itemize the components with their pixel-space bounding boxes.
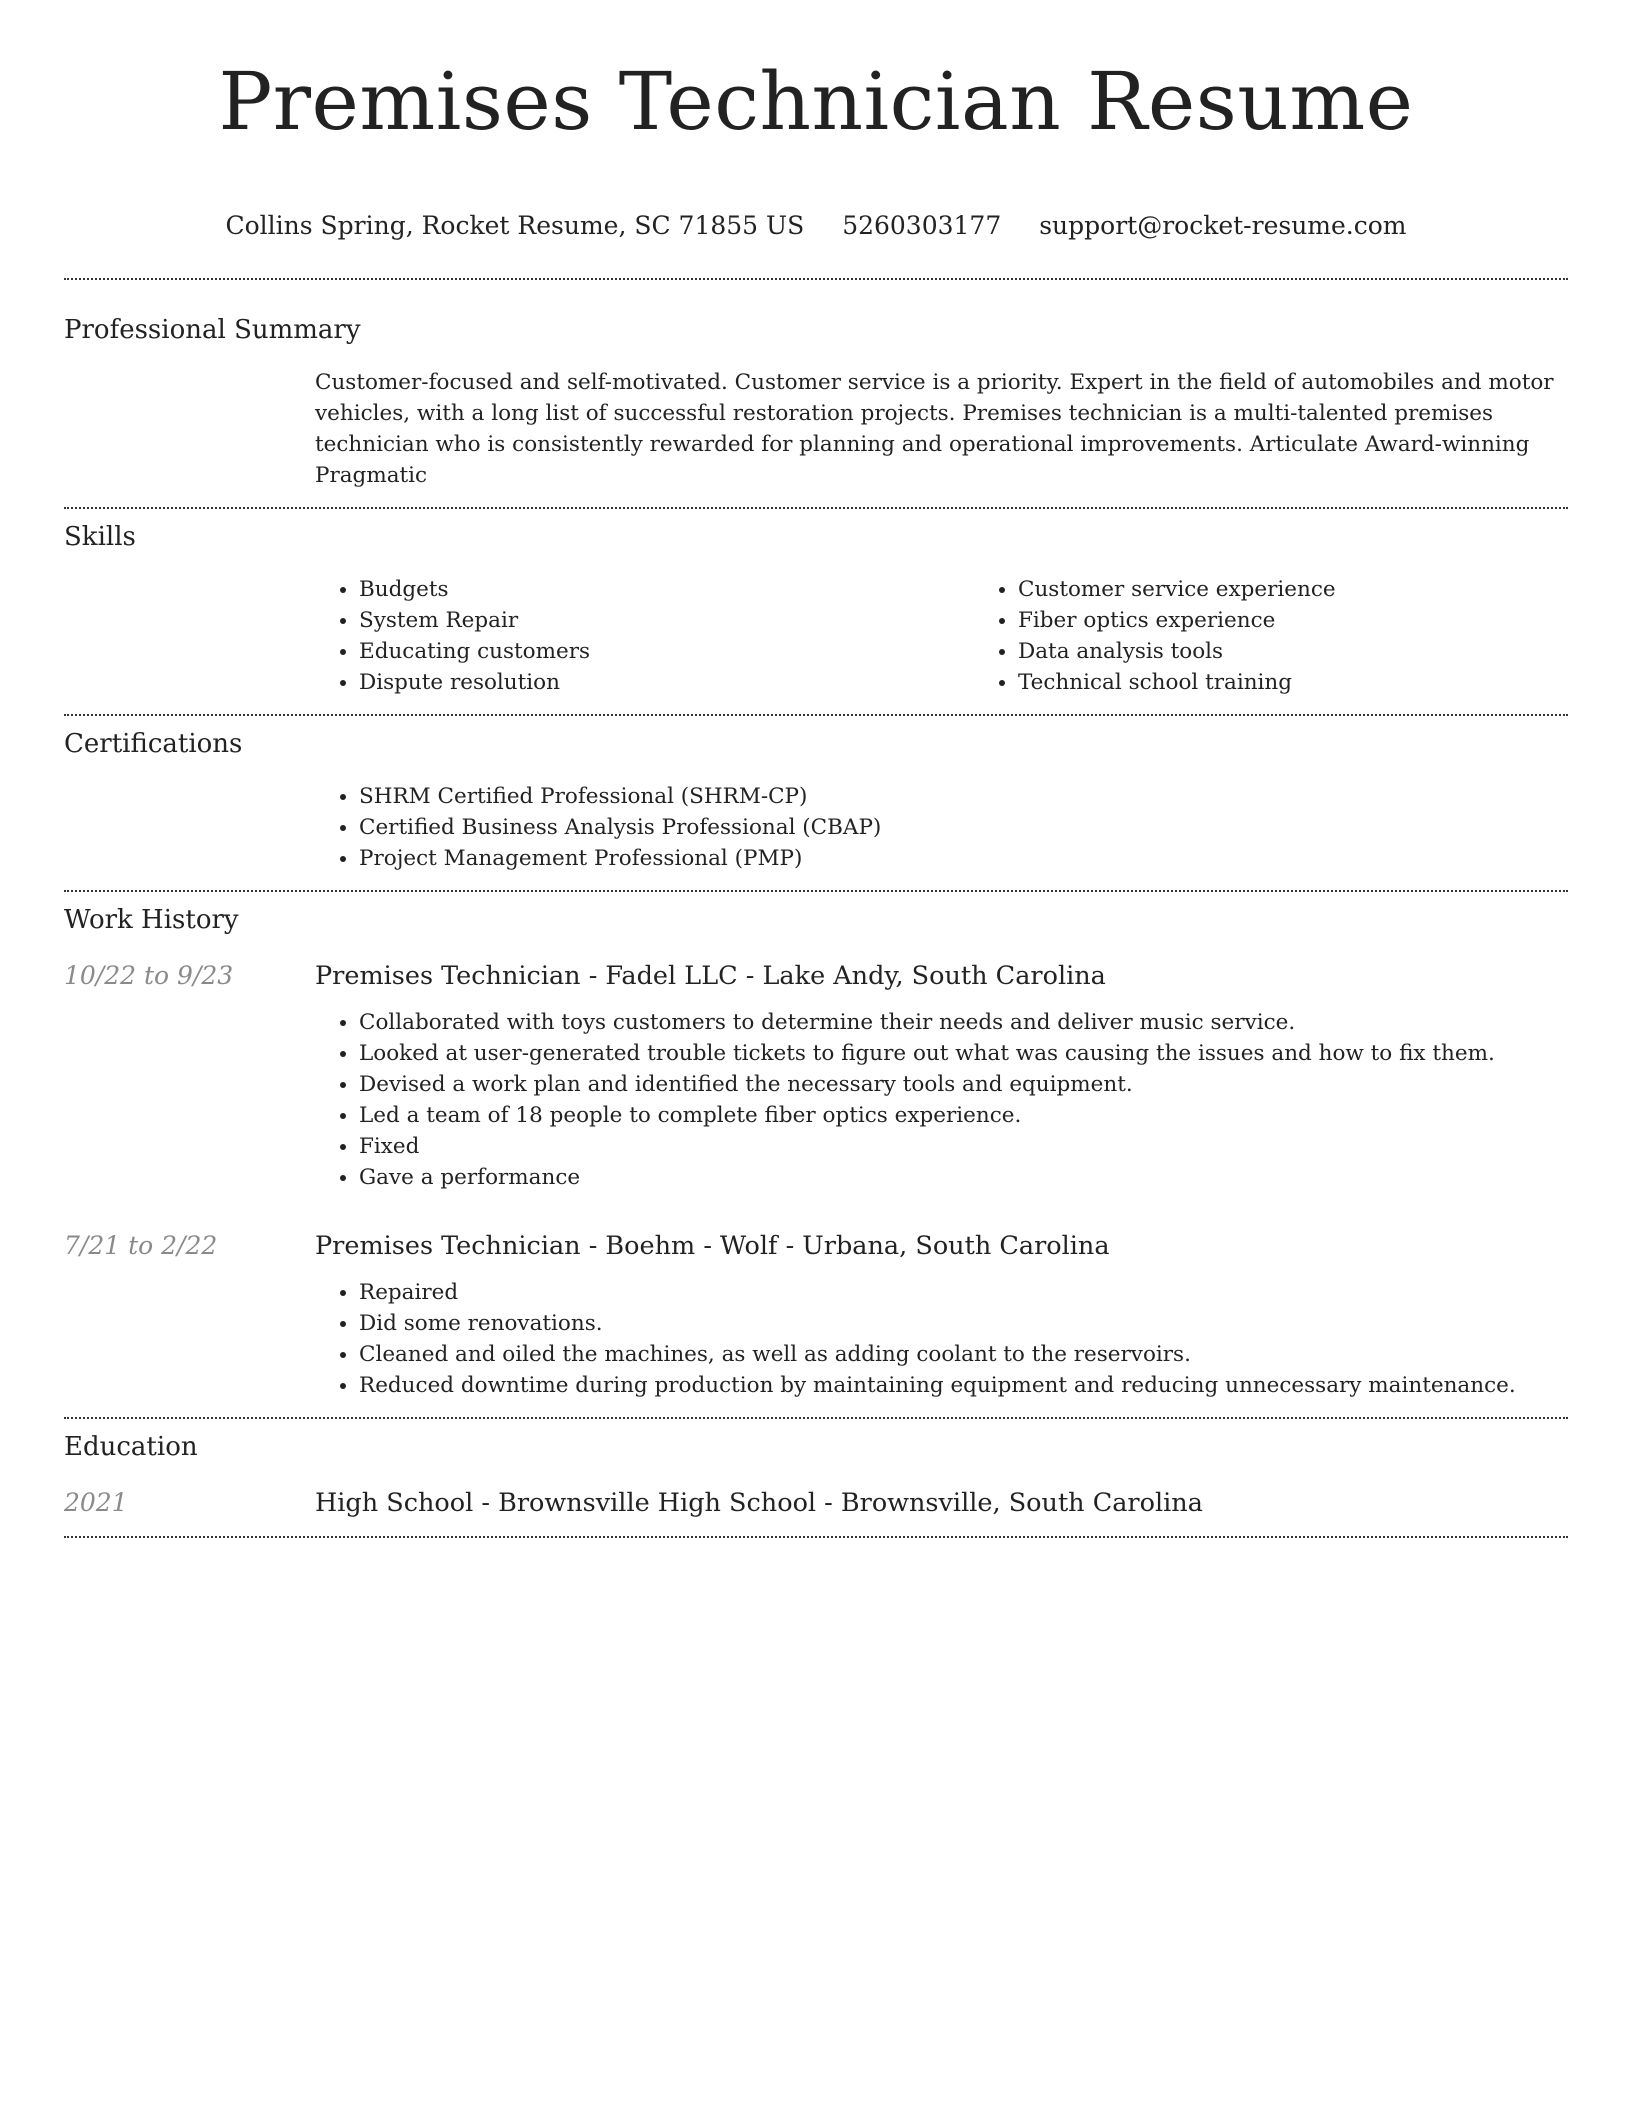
job-title	[315, 1229, 1568, 1263]
education-degree: High School	[315, 1488, 474, 1518]
education-year: 2021	[64, 1488, 128, 1517]
contact-email: support@rocket-resume.com	[1039, 211, 1407, 240]
section-heading-certifications: Certifications	[64, 729, 243, 759]
job-bullet: • Led a team of 18 people to complete fiber optics experience.	[359, 1100, 1568, 1131]
education-school-location: - Brownsville High School - Brownsville, South Carolina	[473, 1488, 1203, 1518]
divider	[64, 1536, 1568, 1538]
job-bullet: • Fixed	[359, 1131, 1568, 1162]
job-employer-location: - Boehm - Wolf - Urbana, South Carolina	[580, 1231, 1110, 1261]
education-title	[315, 1486, 1568, 1520]
section-heading-summary: Professional Summary	[64, 315, 361, 345]
certification-item: • Certified Business Analysis Professional (CBAP)	[359, 812, 1568, 843]
job-entry	[64, 1229, 1568, 1401]
job-role: Premises Technician	[315, 961, 581, 991]
job-dates: 7/21 to 2/22	[64, 1231, 218, 1260]
summary-text: Customer-focused and self-motivated. Customer service is a priority. Expert in the field of automobiles and motor vehicles, with a long list of successful restoration projects. Premises technician is a multi-talented premises technician who is consistently rewarded for planning and operational improvements. Articulate Award-winning Pragmatic	[315, 370, 1554, 488]
skills-list-right	[974, 574, 1632, 698]
certifications-list	[315, 781, 1568, 874]
job-bullet: • Repaired	[359, 1277, 1568, 1308]
job-bullet: • Gave a performance	[359, 1162, 1568, 1193]
job-role: Premises Technician	[315, 1231, 581, 1261]
job-dates: 10/22 to 9/23	[64, 961, 234, 990]
job-bullet: • Looked at user-generated trouble tickets to figure out what was causing the issues and how to fix them.	[359, 1038, 1568, 1069]
skill-item: • Technical school training	[1018, 667, 1632, 698]
job-title	[315, 959, 1568, 993]
skill-item: • Customer service experience	[1018, 574, 1632, 605]
skill-item: • Dispute resolution	[359, 667, 974, 698]
skill-item: • Budgets	[359, 574, 974, 605]
resume-title: Premises Technician Resume	[218, 55, 1414, 148]
section-heading-skills: Skills	[64, 522, 136, 552]
skills-list-left	[315, 574, 974, 698]
section-summary	[64, 280, 1568, 507]
section-heading-work-history: Work History	[64, 905, 239, 935]
skill-item: • Data analysis tools	[1018, 636, 1632, 667]
job-bullets	[315, 1277, 1568, 1401]
section-heading-education: Education	[64, 1432, 198, 1462]
certification-item: • Project Management Professional (PMP)	[359, 843, 1568, 874]
skill-item: • Educating customers	[359, 636, 974, 667]
job-bullet: • Collaborated with toys customers to determine their needs and deliver music service.	[359, 1007, 1568, 1038]
job-bullets	[315, 1007, 1568, 1193]
section-certifications	[64, 716, 1568, 890]
job-employer-location: - Fadel LLC - Lake Andy, South Carolina	[580, 961, 1106, 991]
section-education	[64, 1419, 1568, 1536]
job-bullet: • Did some renovations.	[359, 1308, 1568, 1339]
section-skills	[64, 509, 1568, 714]
certification-item: • SHRM Certified Professional (SHRM-CP)	[359, 781, 1568, 812]
contact-address: Collins Spring, Rocket Resume, SC 71855 US	[225, 211, 805, 240]
job-bullet: • Cleaned and oiled the machines, as well as adding coolant to the reservoirs.	[359, 1339, 1568, 1370]
job-bullet: • Devised a work plan and identified the necessary tools and equipment.	[359, 1069, 1568, 1100]
education-entry	[64, 1486, 1568, 1520]
contact-phone: 5260303177	[842, 211, 1002, 240]
skill-item: • System Repair	[359, 605, 974, 636]
contact-line	[64, 210, 1568, 242]
job-bullet: • Reduced downtime during production by maintaining equipment and reducing unnecessary maintenance.	[359, 1370, 1568, 1401]
skills-grid	[315, 574, 1632, 698]
job-entry	[64, 959, 1568, 1193]
skill-item: • Fiber optics experience	[1018, 605, 1632, 636]
section-work-history	[64, 892, 1568, 1417]
